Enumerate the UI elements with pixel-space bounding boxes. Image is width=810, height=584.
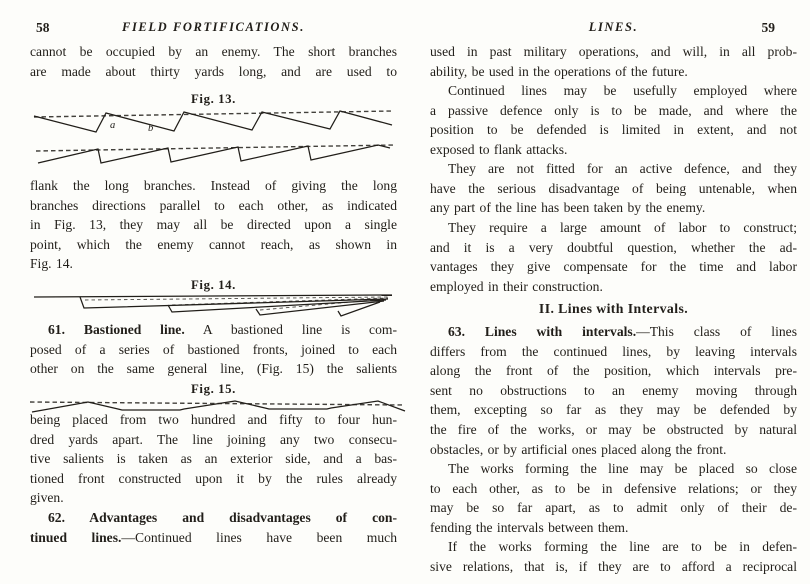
figure-caption: Fig. 13. — [191, 92, 236, 106]
text-line: a passive defence only is to be made, and where the — [430, 102, 797, 118]
text-line: differs from the continued lines, by leaving intervals — [430, 343, 797, 359]
text-line: given. — [30, 490, 64, 506]
text-line: tioned front constructed upon it by the rules already — [30, 470, 397, 486]
text-line: other on the same general line, (Fig. 15) the salients — [30, 361, 397, 377]
text-line: branches directions parallel to each other, as indicated — [30, 197, 397, 213]
paragraph — [30, 42, 397, 81]
text-line: 63. Lines with intervals.—This class of lines — [448, 324, 797, 339]
paragraph — [30, 176, 397, 274]
text-line: along the front of the position, which intervals pre- — [430, 363, 797, 379]
figure-caption: Fig. 15. — [191, 382, 236, 396]
text-line: dred yards apart. The line joining any two consecu- — [30, 431, 397, 447]
text-line: Fig. 14. — [30, 256, 73, 272]
paragraph — [430, 81, 797, 159]
text-line: sive relations, that is, if they are to afford a reciprocal — [430, 558, 797, 574]
text-line: have the serious disadvantage of being untenable, when — [430, 180, 797, 196]
text-line: They require a large amount of labor to construct; — [448, 220, 797, 235]
text-line: Continued lines may be usefully employed where — [448, 83, 797, 98]
fig13-drawing — [30, 106, 397, 170]
text-line: obstacles, or by artificial ones placed along the front. — [430, 441, 727, 457]
text-line: to each other, as to be in defensive relations; or they — [430, 480, 797, 496]
left-page-header — [30, 20, 397, 38]
text-line: point, which the enemy cannot reach, as shown in — [30, 236, 397, 252]
text-line: 61. Bastioned line. A bastioned line is com- — [48, 322, 397, 337]
fig13-top-zigzag — [34, 111, 392, 132]
text-line: cannot be occupied by an enemy. The short branches — [30, 44, 397, 59]
paragraph — [430, 537, 797, 576]
fig14-drawing — [30, 291, 397, 318]
text-line: exposed to flank attacks. — [430, 141, 568, 157]
text-line: position to be defended is limited in extent, and not — [430, 122, 797, 138]
text-line: 62. Advantages and disadvantages of con- — [48, 510, 397, 525]
text-line: are made about thirty yards long, and are used to — [30, 63, 397, 79]
text-line: in Fig. 13, they may all be directed upon a single — [30, 217, 397, 233]
text-line: and it is a very doubtful question, whether the ad- — [430, 239, 797, 255]
right-page-header — [430, 20, 797, 38]
paragraph — [30, 410, 397, 508]
paragraph — [30, 508, 397, 547]
figure-14-converging-lines — [30, 291, 397, 318]
fig13-label-a: a — [110, 120, 116, 131]
fig13-bottom-dashed-line — [36, 145, 394, 151]
section-heading: II. Lines with Intervals. — [538, 301, 689, 316]
text-line: being placed from two hundred and fifty to four hun- — [30, 412, 397, 427]
text-line: sent no obstructions to an enemy moving through — [430, 382, 797, 398]
text-line: ability, be used in the operations of the future. — [430, 63, 688, 79]
text-line: may be so far apart, as to admit only of their de- — [430, 500, 797, 516]
fig13-bottom-zigzag — [38, 145, 390, 163]
right-page — [430, 0, 797, 584]
text-line: If the works forming the line are to be in defen- — [448, 539, 797, 554]
fig13-label-b: b — [148, 123, 154, 134]
text-line: tinued lines.—Continued lines have been much — [30, 529, 397, 545]
text-line: vantages they give compensate for the time and labor — [430, 259, 797, 275]
paragraph — [30, 320, 397, 379]
text-line: employed in their construction. — [430, 278, 603, 294]
text-line: flank the long branches. Instead of giving the long — [30, 178, 397, 193]
figure-13-indented-lines — [30, 106, 397, 170]
left-page — [30, 0, 397, 584]
text-line: them, excepting so far as they may be defended by — [430, 402, 797, 418]
text-line: any part of the line has been taken by the enemy. — [430, 200, 706, 216]
text-line: posed of a series of bastioned fronts, joined to each — [30, 341, 397, 357]
paragraph — [430, 218, 797, 296]
text-line: tive salients is taken as an exterior side, and a bas- — [30, 451, 397, 467]
paragraph — [430, 459, 797, 537]
left-page-number: 58 — [36, 20, 50, 35]
text-line: fending the intervals between them. — [430, 519, 629, 535]
figure-caption: Fig. 14. — [191, 278, 236, 292]
paragraph — [430, 322, 797, 459]
paragraph — [430, 42, 797, 81]
text-line: used in past military operations, and will, in all prob- — [430, 44, 797, 59]
left-running-title: FIELD FORTIFICATIONS. — [122, 20, 305, 34]
text-line: The works forming the line may be placed so close — [448, 461, 797, 476]
right-page-number: 59 — [761, 20, 775, 35]
text-line: the fire of the works, or may be obstructed by natural — [430, 421, 797, 437]
text-line: They are not fitted for an active defence, and they — [448, 161, 797, 176]
paragraph — [430, 159, 797, 218]
fig14-top-line — [34, 295, 392, 297]
right-running-title: LINES. — [588, 20, 639, 34]
